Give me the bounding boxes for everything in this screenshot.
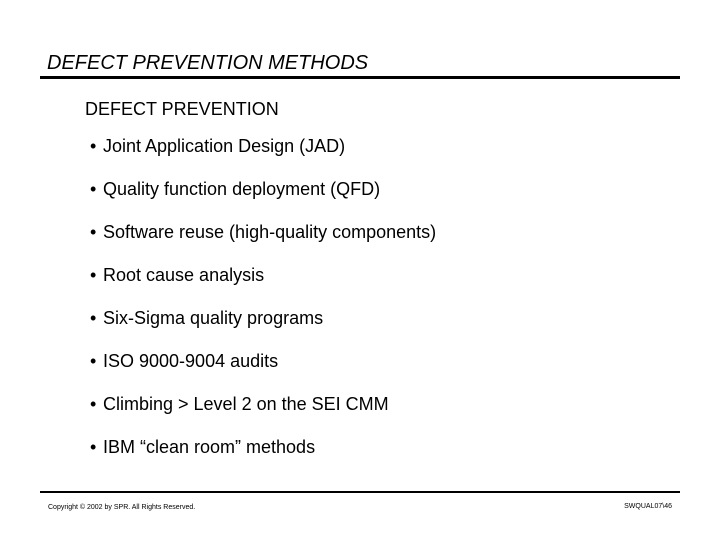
bullet-text: Joint Application Design (JAD) (103, 136, 346, 156)
bullet-icon: • (90, 351, 97, 371)
bullet-icon: • (90, 179, 97, 199)
bullet-icon: • (90, 265, 97, 285)
title-underline (40, 76, 680, 79)
bullet-icon: • (90, 308, 97, 328)
footer-copyright: Copyright © 2002 by SPR. All Rights Reserved. (48, 504, 196, 511)
slide-title: DEFECT PREVENTION METHODS (47, 52, 369, 74)
bullet-icon: • (90, 222, 97, 242)
bullet-text: Climbing > Level 2 on the SEI CMM (103, 394, 389, 414)
footer-slide-code: SWQUAL07\46 (624, 503, 672, 510)
section-heading: DEFECT PREVENTION (85, 99, 279, 119)
bullet-text: ISO 9000-9004 audits (103, 351, 279, 371)
bullet-text: Root cause analysis (103, 265, 265, 285)
bullet-text: Quality function deployment (QFD) (103, 179, 381, 199)
footer-divider (40, 491, 680, 493)
bullet-item (90, 264, 436, 307)
bullet-icon: • (90, 394, 97, 414)
bullet-list (90, 135, 436, 479)
bullet-icon: • (90, 437, 97, 457)
bullet-item (90, 135, 436, 178)
bullet-text: IBM “clean room” methods (103, 437, 316, 457)
bullet-item (90, 307, 436, 350)
bullet-icon: • (90, 136, 97, 156)
bullet-item (90, 221, 436, 264)
bullet-item (90, 178, 436, 221)
bullet-item (90, 436, 436, 479)
bullet-item (90, 350, 436, 393)
bullet-text: Software reuse (high-quality components) (103, 222, 437, 242)
bullet-text: Six-Sigma quality programs (103, 308, 324, 328)
bullet-item (90, 393, 436, 436)
